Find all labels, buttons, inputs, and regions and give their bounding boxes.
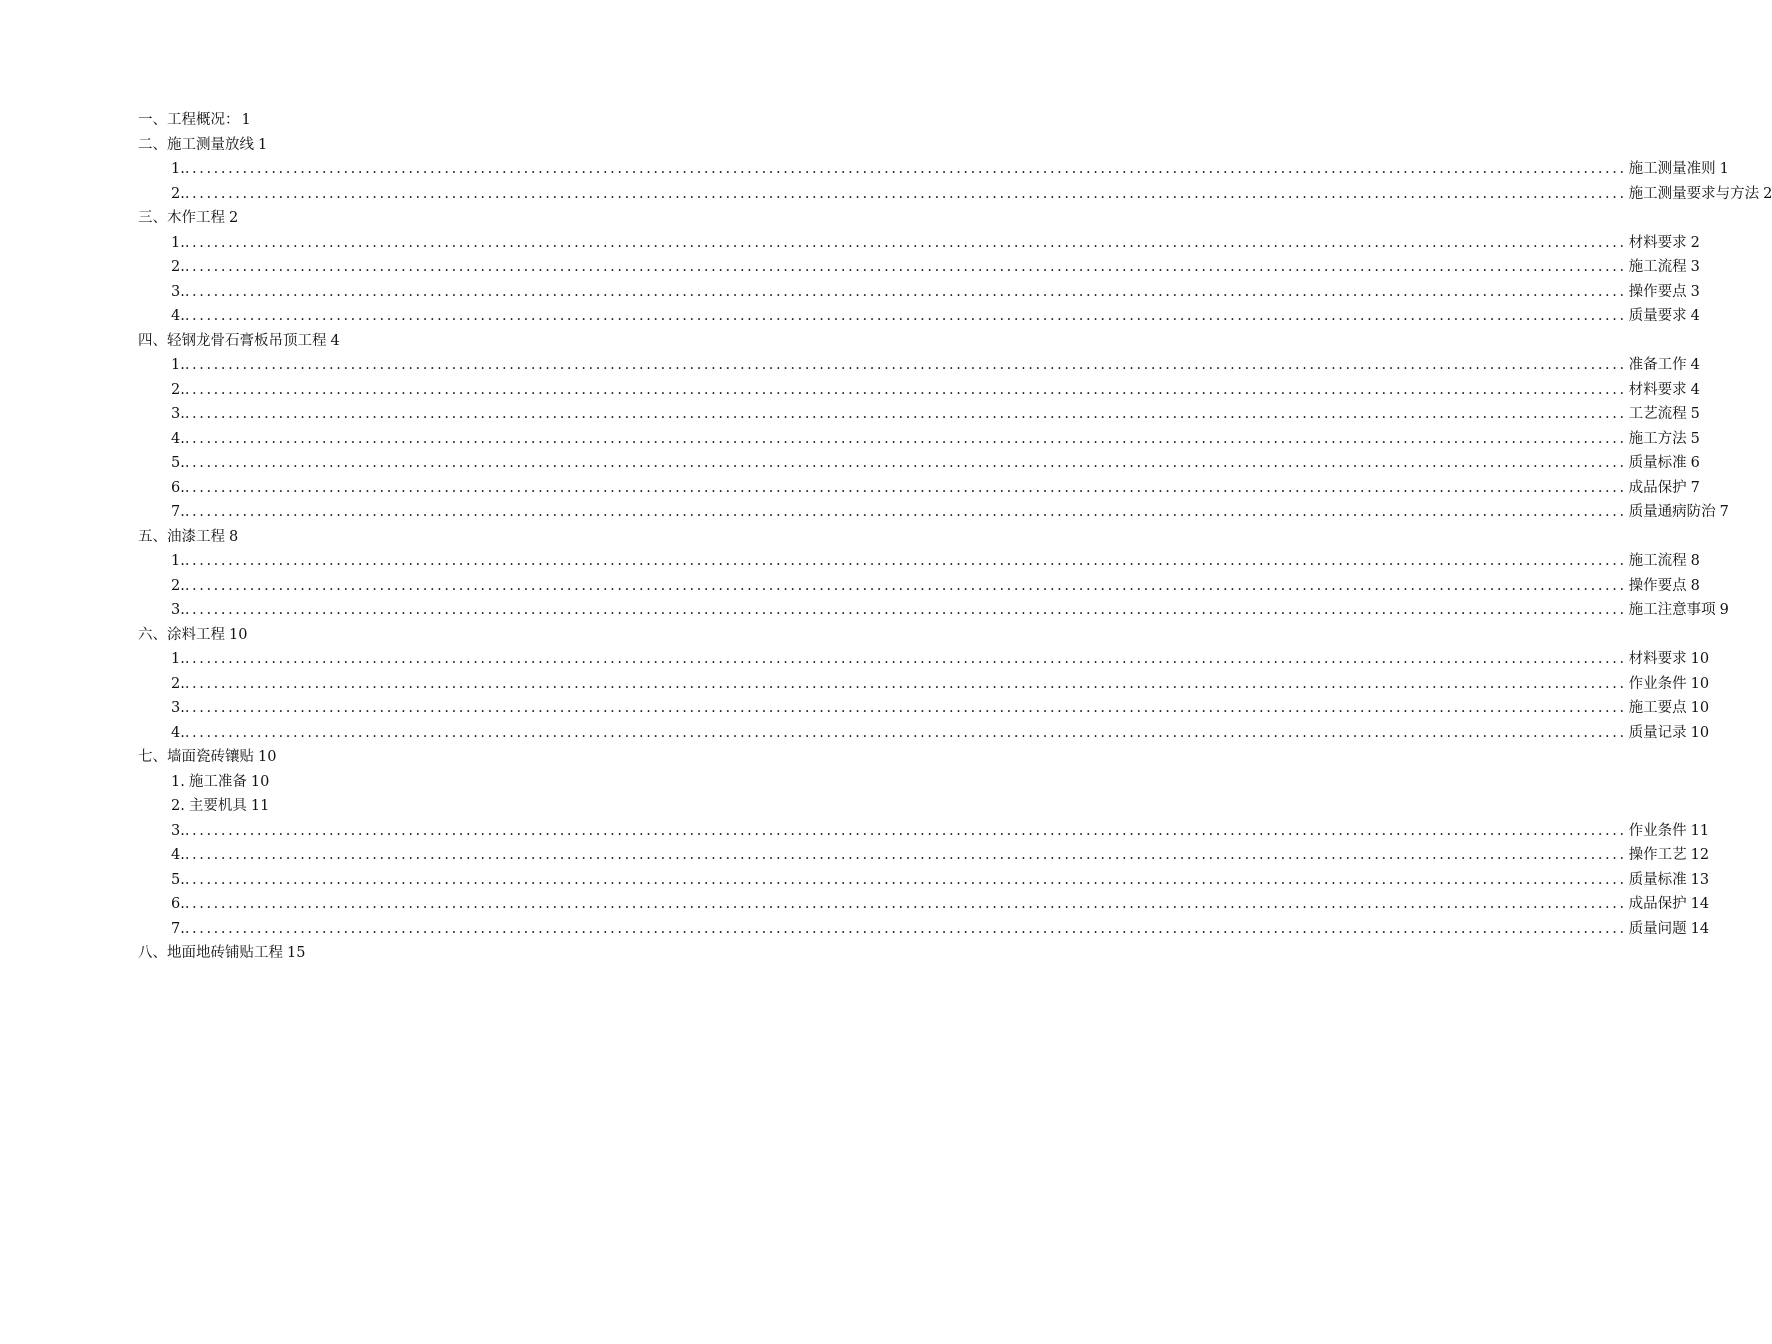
- toc-entry-number: 6.: [171, 479, 185, 496]
- toc-page-number: 3: [1690, 259, 1700, 275]
- toc-entry[interactable]: [138, 280, 1700, 305]
- toc-page-number: 2: [229, 210, 239, 226]
- toc-entry-number: 4.: [171, 724, 185, 741]
- toc-section-title: 一、工程概况：: [138, 112, 240, 128]
- toc-page-number: 10: [258, 749, 277, 765]
- toc-entry-number: 3.: [171, 700, 185, 716]
- dot-leader: ........................................................................................................................................................................................................: [184, 847, 1627, 863]
- dot-leader: ........................................................................................................................................................................................................: [184, 553, 1627, 569]
- dot-leader: ........................................................................................................................................................................................................: [184, 455, 1627, 471]
- toc-section-title: 二、施工测量放线: [138, 136, 254, 153]
- toc-entry-title: 质量标准: [1628, 455, 1687, 471]
- dot-leader: ........................................................................................................................................................................................................: [184, 185, 1627, 202]
- dot-leader: ........................................................................................................................................................................................................: [184, 675, 1627, 692]
- toc-page-number: 7: [1690, 479, 1700, 496]
- toc-entry[interactable]: [138, 647, 1710, 672]
- toc-section[interactable]: [138, 133, 801, 158]
- toc-entry[interactable]: [138, 721, 1710, 746]
- toc-page-number: 4: [1690, 357, 1700, 373]
- toc-entry-title: 工艺流程: [1628, 406, 1687, 422]
- toc-entry[interactable]: [138, 549, 1700, 574]
- toc-entry-number: 2.: [171, 577, 185, 594]
- toc-section-title: 七、墙面瓷砖镶贴: [138, 749, 254, 765]
- toc-page-number: 4: [330, 332, 340, 349]
- toc-entry-title: 施工注意事项: [1628, 602, 1716, 618]
- toc-entry-title: 操作要点: [1628, 283, 1687, 300]
- toc-entry-number: 1.: [171, 357, 185, 373]
- toc-entry-number: 1.: [171, 161, 185, 177]
- toc-entry-title: 操作要点: [1628, 577, 1687, 594]
- toc-section[interactable]: [138, 623, 801, 648]
- toc-page-number: 10: [1690, 675, 1710, 692]
- toc-section[interactable]: [138, 745, 801, 770]
- toc-entry-number: 1.: [171, 553, 185, 569]
- toc-entry-title: 质量记录: [1628, 724, 1687, 741]
- toc-section-title: 五、油漆工程: [138, 528, 225, 545]
- toc-page-number: 8: [1690, 577, 1700, 594]
- toc-page-number: 13: [1690, 871, 1710, 888]
- toc-page-number: 7: [1719, 504, 1729, 520]
- toc-entry[interactable]: [138, 378, 1700, 403]
- toc-page-number: 4: [1690, 308, 1700, 324]
- dot-leader: ........................................................................................................................................................................................................: [184, 479, 1627, 496]
- dot-leader: ........................................................................................................................................................................................................: [184, 430, 1627, 447]
- toc-entry[interactable]: [138, 892, 1710, 917]
- toc-entry-title: 施工方法: [1628, 430, 1687, 447]
- toc-entry-number: 1.: [171, 773, 185, 790]
- toc-entry[interactable]: [138, 427, 1700, 452]
- toc-entry-title: 质量问题: [1628, 920, 1687, 937]
- toc-entry[interactable]: [138, 598, 1729, 623]
- toc-page-number: 14: [1690, 896, 1710, 912]
- dot-leader: ........................................................................................................................................................................................................: [184, 651, 1627, 667]
- toc-entry-title: 材料要求: [1628, 651, 1687, 667]
- toc-entry-title: 成品保护: [1628, 479, 1687, 496]
- toc-entry-number: 3.: [171, 406, 185, 422]
- dot-leader: ........................................................................................................................................................................................................: [184, 161, 1627, 177]
- toc-page-number: 5: [1690, 406, 1700, 422]
- toc-section-title: 六、涂料工程: [138, 626, 225, 643]
- toc-entry-number: 7.: [171, 920, 185, 937]
- toc-entry-number: 2.: [171, 381, 185, 398]
- toc-entry[interactable]: [138, 868, 1710, 893]
- table-of-contents: [138, 108, 1772, 966]
- dot-leader: ........................................................................................................................................................................................................: [184, 283, 1627, 300]
- dot-leader: ........................................................................................................................................................................................................: [184, 920, 1627, 937]
- toc-entry-number: 7.: [171, 504, 185, 520]
- toc-entry-title: 材料要求: [1628, 381, 1687, 398]
- dot-leader: ........................................................................................................................................................................................................: [184, 896, 1627, 912]
- dot-leader: ........................................................................................................................................................................................................: [184, 259, 1627, 275]
- dot-leader: ........................................................................................................................................................................................................: [184, 700, 1627, 716]
- toc-entry[interactable]: [138, 672, 1710, 697]
- toc-entry-title: 准备工作: [1628, 357, 1687, 373]
- toc-page-number: 3: [1690, 283, 1700, 300]
- toc-entry-title: 作业条件: [1628, 675, 1687, 692]
- toc-section-title: 三、木作工程: [138, 210, 225, 226]
- toc-entry[interactable]: [138, 574, 1700, 599]
- toc-page-number: 5: [1690, 430, 1700, 447]
- toc-page-number: 10: [250, 773, 270, 790]
- toc-page-number: 1: [241, 112, 251, 128]
- toc-entry[interactable]: [138, 255, 1700, 280]
- toc-entry-number: 4.: [171, 430, 185, 447]
- toc-entry[interactable]: [138, 157, 1729, 182]
- toc-page-number: 9: [1719, 602, 1729, 618]
- toc-page-number: 10: [1690, 700, 1710, 716]
- toc-entry[interactable]: [138, 402, 1700, 427]
- dot-leader: ........................................................................................................................................................................................................: [184, 381, 1627, 398]
- dot-leader: ........................................................................................................................................................................................................: [184, 724, 1627, 741]
- toc-section-title: 四、轻钢龙骨石膏板吊顶工程: [138, 332, 327, 349]
- toc-entry-number: 6.: [171, 896, 185, 912]
- toc-section[interactable]: [138, 525, 801, 550]
- toc-entry[interactable]: [138, 696, 1710, 721]
- dot-leader: ........................................................................................................................................................................................................: [184, 357, 1627, 373]
- toc-page-number: 15: [287, 945, 306, 961]
- dot-leader: ........................................................................................................................................................................................................: [184, 308, 1627, 324]
- toc-entry-number: 2.: [171, 675, 185, 692]
- dot-leader: ........................................................................................................................................................................................................: [184, 406, 1627, 422]
- toc-section[interactable]: [138, 206, 801, 231]
- toc-page-number: 12: [1690, 847, 1710, 863]
- toc-entry-number: 5.: [171, 871, 185, 888]
- toc-page-number: 6: [1690, 455, 1700, 471]
- toc-entry[interactable]: [138, 843, 1710, 868]
- toc-entry-title: 成品保护: [1628, 896, 1687, 912]
- toc-section[interactable]: [138, 108, 801, 133]
- toc-entry-number: 2.: [171, 798, 185, 814]
- toc-page-number: 10: [1690, 724, 1710, 741]
- dot-leader: ........................................................................................................................................................................................................: [184, 504, 1627, 520]
- toc-page-number: 4: [1690, 381, 1700, 398]
- toc-entry-title: 操作工艺: [1628, 847, 1687, 863]
- toc-entry-title: 施工测量准则: [1628, 161, 1716, 177]
- toc-entry-number: 1.: [171, 651, 185, 667]
- toc-entry[interactable]: [138, 794, 801, 819]
- toc-entry-title: 施工流程: [1628, 259, 1687, 275]
- toc-entry-number: 2.: [171, 185, 185, 202]
- dot-leader: ........................................................................................................................................................................................................: [184, 871, 1627, 888]
- toc-entry-title: 质量标准: [1628, 871, 1687, 888]
- toc-entry-title: 施工准备: [188, 773, 247, 790]
- toc-entry-title: 施工流程: [1628, 553, 1687, 569]
- toc-entry-title: 施工要点: [1628, 700, 1687, 716]
- toc-entry-title: 施工测量要求与方法: [1628, 185, 1760, 202]
- toc-entry[interactable]: [138, 770, 801, 795]
- toc-entry-number: 5.: [171, 455, 185, 471]
- dot-leader: ........................................................................................................................................................................................................: [184, 602, 1627, 618]
- toc-entry-number: 3.: [171, 822, 185, 839]
- toc-entry-number: 4.: [171, 847, 185, 863]
- toc-entry-title: 质量要求: [1628, 308, 1687, 324]
- toc-page-number: 10: [1690, 651, 1710, 667]
- toc-entry[interactable]: [138, 182, 1772, 207]
- toc-entry-number: 2.: [171, 259, 185, 275]
- toc-page-number: 8: [1690, 553, 1700, 569]
- toc-page-number: 2: [1763, 185, 1772, 202]
- toc-entry-title: 作业条件: [1628, 822, 1687, 839]
- toc-entry[interactable]: [138, 819, 1710, 844]
- dot-leader: ........................................................................................................................................................................................................: [184, 577, 1627, 594]
- toc-section[interactable]: [138, 329, 801, 354]
- dot-leader: ........................................................................................................................................................................................................: [184, 822, 1627, 839]
- toc-page-number: 8: [229, 528, 239, 545]
- toc-entry[interactable]: [138, 500, 1729, 525]
- toc-page-number: 1: [258, 136, 268, 153]
- toc-page-number: 11: [250, 798, 270, 814]
- toc-entry-number: 1.: [171, 234, 185, 251]
- toc-entry-number: 3.: [171, 283, 185, 300]
- toc-page-number: 11: [1690, 822, 1710, 839]
- toc-entry-title: 质量通病防治: [1628, 504, 1716, 520]
- toc-entry[interactable]: [138, 304, 1700, 329]
- toc-entry[interactable]: [138, 476, 1700, 501]
- toc-page-number: 2: [1690, 234, 1700, 251]
- toc-entry[interactable]: [138, 451, 1700, 476]
- toc-entry-title: 主要机具: [188, 798, 247, 814]
- toc-entry-number: 4.: [171, 308, 185, 324]
- toc-entry[interactable]: [138, 353, 1700, 378]
- toc-section[interactable]: [138, 941, 801, 966]
- toc-page-number: 1: [1719, 161, 1729, 177]
- toc-page-number: 10: [229, 626, 248, 643]
- dot-leader: ........................................................................................................................................................................................................: [184, 234, 1627, 251]
- toc-section-title: 八、地面地砖铺贴工程: [138, 945, 283, 961]
- toc-page-number: 14: [1690, 920, 1710, 937]
- toc-entry[interactable]: [138, 231, 1700, 256]
- toc-entry[interactable]: [138, 917, 1710, 942]
- toc-entry-title: 材料要求: [1628, 234, 1687, 251]
- toc-entry-number: 3.: [171, 602, 185, 618]
